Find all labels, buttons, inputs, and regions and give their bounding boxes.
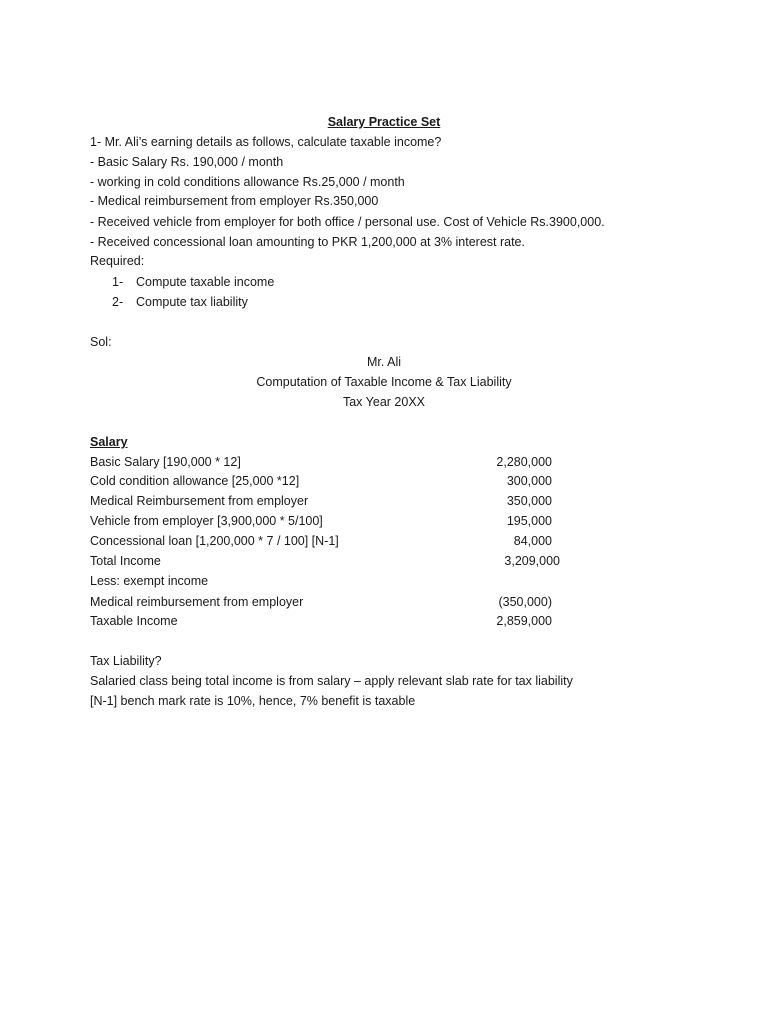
row-description: Basic Salary [190,000 * 12] <box>90 455 241 469</box>
question-item: - Medical reimbursement from employer Rs.350,000 <box>90 194 379 208</box>
document-title: Salary Practice Set <box>327 115 441 129</box>
row-description: Taxable Income <box>90 614 178 628</box>
question-intro: 1- Mr. Ali’s earning details as follows, calculate taxable income? <box>90 135 442 149</box>
row-description: Concessional loan [1,200,000 * 7 / 100] [N-1] <box>90 534 339 548</box>
row-description: Medical Reimbursement from employer <box>90 494 309 508</box>
solution-heading-year: Tax Year 20XX <box>342 395 425 409</box>
salary-section-heading: Salary <box>90 435 128 449</box>
solution-heading-name: Mr. Ali <box>366 355 402 369</box>
question-item: - working in cold conditions allowance Rs.25,000 / month <box>90 175 405 189</box>
required-text: Compute tax liability <box>136 295 248 309</box>
row-amount: 300,000 <box>506 474 552 488</box>
row-description: Total Income <box>90 554 161 568</box>
question-item: - Basic Salary Rs. 190,000 / month <box>90 155 284 169</box>
note-line: Salaried class being total income is from salary – apply relevant slab rate for tax liability <box>90 674 573 688</box>
question-item: - Received concessional loan amounting to PKR 1,200,000 at 3% interest rate. <box>90 235 525 249</box>
required-item <box>112 272 274 292</box>
tax-liability-label: Tax Liability? <box>90 654 162 668</box>
question-item: - Received vehicle from employer for both office / personal use. Cost of Vehicle Rs.3900,000. <box>90 215 605 229</box>
row-description: Vehicle from employer [3,900,000 * 5/100] <box>90 514 323 528</box>
solution-heading-title: Computation of Taxable Income & Tax Liability <box>256 375 512 389</box>
row-description: Cold condition allowance [25,000 *12] <box>90 474 300 488</box>
required-number: 1- <box>112 275 124 289</box>
row-description: Less: exempt income <box>90 574 209 588</box>
row-amount: 2,859,000 <box>496 614 552 628</box>
row-description: Medical reimbursement from employer <box>90 595 304 609</box>
row-amount: 350,000 <box>506 494 552 508</box>
row-amount: 3,209,000 <box>504 554 560 568</box>
note-line: [N-1] bench mark rate is 10%, hence, 7% benefit is taxable <box>90 694 416 708</box>
required-number: 2- <box>112 295 124 309</box>
required-item <box>112 292 248 312</box>
row-amount: 2,280,000 <box>496 455 552 469</box>
required-label: Required: <box>90 254 145 268</box>
row-amount: (350,000) <box>498 595 552 609</box>
required-text: Compute taxable income <box>136 275 275 289</box>
row-amount: 84,000 <box>513 534 552 548</box>
row-amount: 195,000 <box>506 514 552 528</box>
solution-label: Sol: <box>90 335 112 349</box>
